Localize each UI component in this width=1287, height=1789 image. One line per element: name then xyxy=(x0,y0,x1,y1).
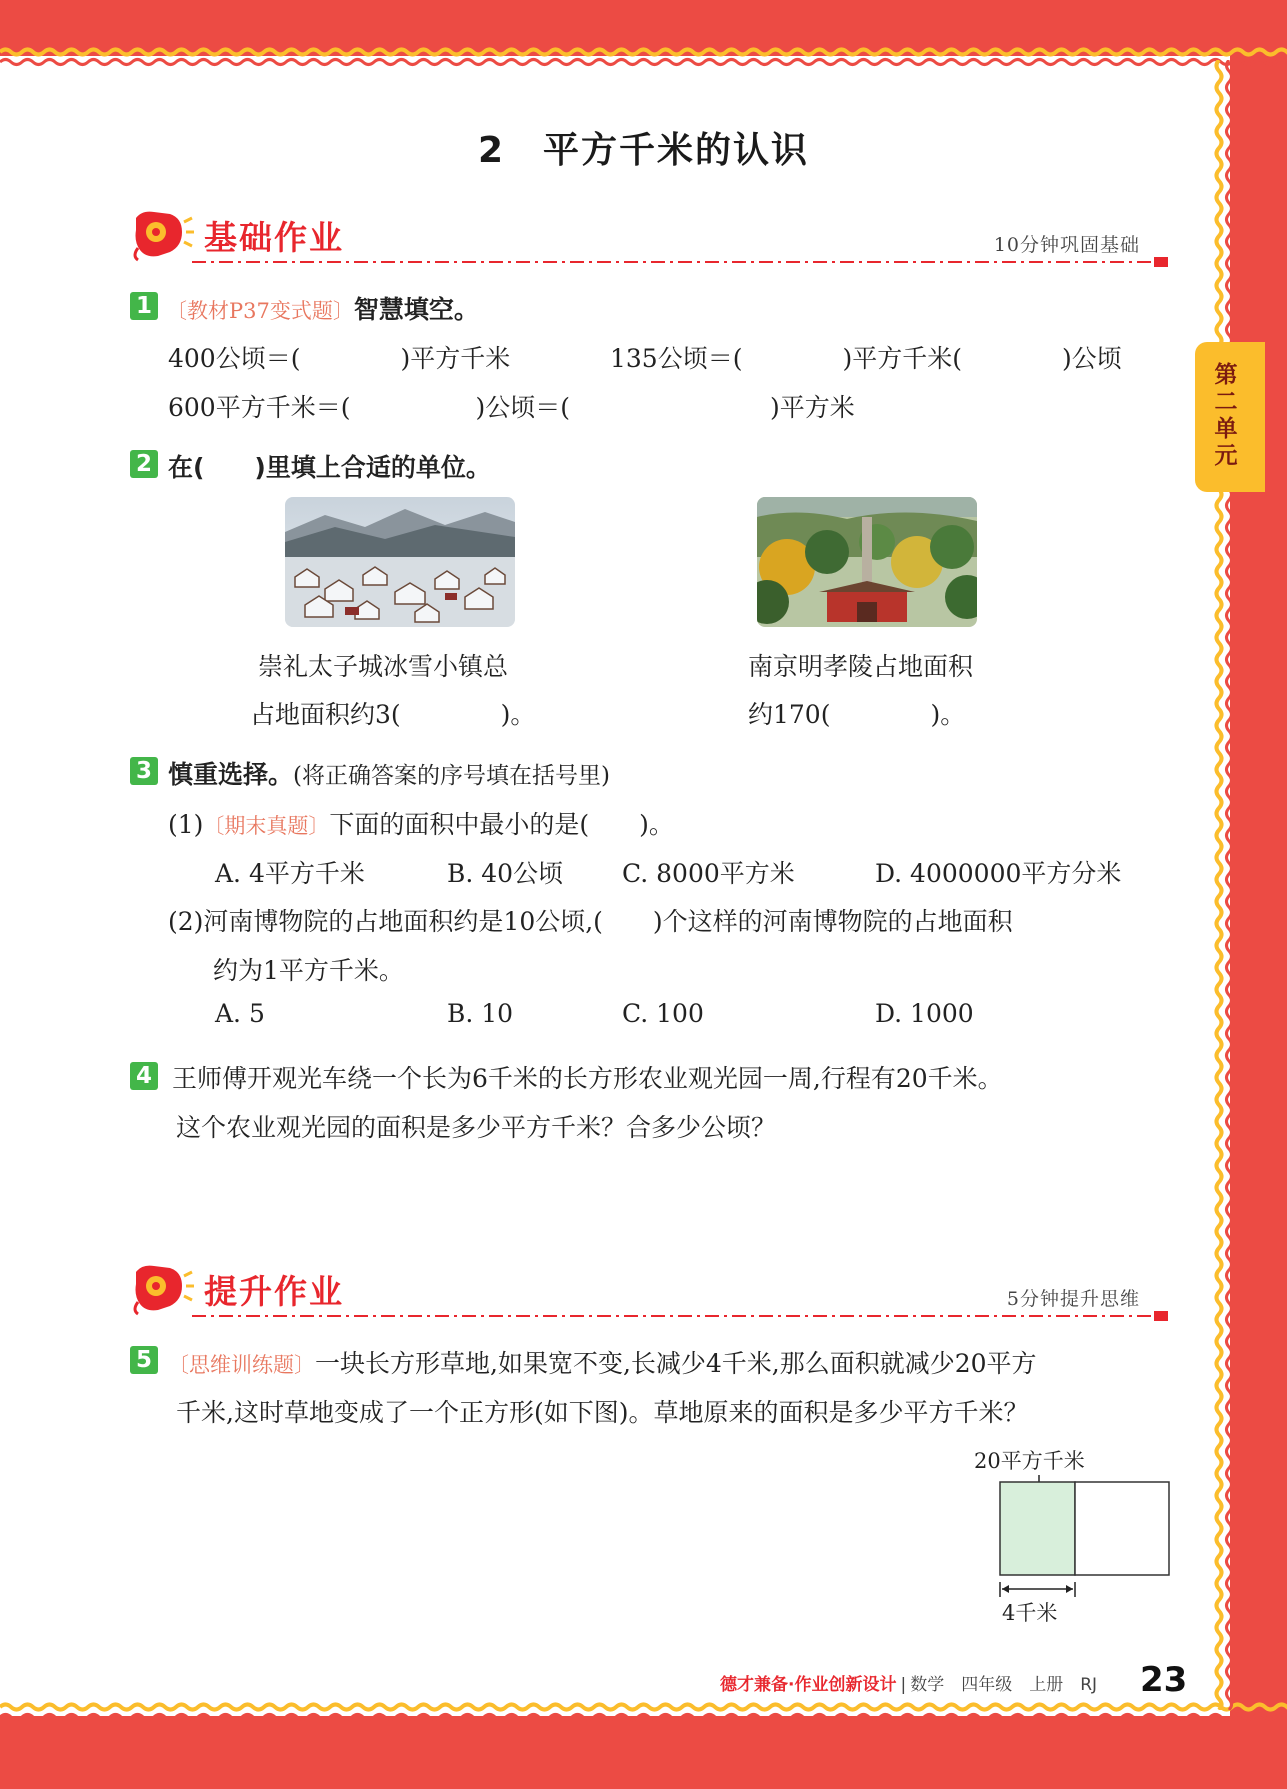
question-3-sub-2-line-1[interactable]: (2)河南博物院的占地面积约是10公顷,( )个这样的河南博物院的占地面积 xyxy=(168,907,1013,936)
question-1-line-1a[interactable]: 400公顷＝( )平方千米 xyxy=(168,344,511,373)
megaphone-icon xyxy=(130,208,194,262)
wavy-border-right xyxy=(1205,60,1245,1710)
question-3-sub-2-option-a[interactable]: A. 5 xyxy=(215,999,265,1028)
footer-info: 德才兼备·作业创新设计 | 数学 四年级 上册 RJ xyxy=(720,1675,1098,1695)
question-3-prompt xyxy=(168,755,610,791)
square xyxy=(1075,1482,1169,1575)
question-number-1: 1 xyxy=(130,292,158,320)
footer-brand: 德才兼备·作业创新设计 xyxy=(720,1675,897,1695)
question-2-right-line-1: 南京明孝陵占地面积 xyxy=(748,652,974,681)
basic-section-header xyxy=(130,208,1170,268)
basic-section-subtitle: 10分钟巩固基础 xyxy=(993,234,1140,256)
question-3-sub-1-num: (1) xyxy=(168,810,204,839)
megaphone-icon xyxy=(130,1262,194,1316)
question-5-text: 一块长方形草地,如果宽不变,长减少4千米,那么面积就减少20平方 xyxy=(315,1349,1037,1378)
diagram-shapes xyxy=(960,1445,1190,1635)
question-3-sub-1-tag: 〔期末真题〕 xyxy=(203,814,330,838)
advanced-section-header xyxy=(130,1262,1170,1322)
section-divider xyxy=(192,256,1170,268)
wavy-border-bottom xyxy=(0,1695,1287,1735)
question-3-sub-1-option-c[interactable]: C. 8000平方米 xyxy=(622,859,795,888)
question-4-answer-area[interactable] xyxy=(170,1150,1170,1230)
question-3-sub-1 xyxy=(168,805,674,841)
advanced-section-title: 提升作业 xyxy=(204,1272,344,1311)
question-2-left-line-1: 崇礼太子城冰雪小镇总 xyxy=(258,652,509,681)
question-number-4: 4 xyxy=(130,1062,158,1090)
question-5-tag: 〔思维训练题〕 xyxy=(168,1353,315,1377)
question-5-line-1 xyxy=(168,1344,1037,1380)
unit-side-tab xyxy=(1195,342,1265,492)
page-number: 23 xyxy=(1140,1660,1188,1700)
question-3-sub-1-text[interactable]: 下面的面积中最小的是( )。 xyxy=(329,810,674,839)
question-3-note: (将正确答案的序号填在括号里) xyxy=(293,763,610,789)
question-2-right-answer[interactable]: 约170( )。 xyxy=(748,700,966,729)
unit-side-tab-label: 第二单元 xyxy=(1214,362,1238,469)
question-1-line-2[interactable]: 600平方千米＝( )公顷＝( )平方米 xyxy=(168,393,855,422)
question-3-sub-1-option-d[interactable]: D. 4000000平方分米 xyxy=(875,859,1122,888)
question-3-sub-2-option-c[interactable]: C. 100 xyxy=(622,999,704,1028)
footer-subject: 数学 四年级 上册 RJ xyxy=(910,1675,1098,1695)
diagram-bottom-label: 4千米 xyxy=(1002,1601,1058,1625)
question-5-line-2: 千米,这时草地变成了一个正方形(如下图)。草地原来的面积是多少平方千米？ xyxy=(176,1398,1029,1427)
wavy-border-top xyxy=(0,40,1287,80)
question-number-5: 5 xyxy=(130,1346,158,1374)
question-1-line-1b[interactable]: 135公顷＝( )平方千米( )公顷 xyxy=(610,344,1122,373)
question-3-text: 慎重选择。 xyxy=(168,760,294,789)
question-3-sub-2-option-b[interactable]: B. 10 xyxy=(447,999,514,1028)
question-3-sub-2-option-d[interactable]: D. 1000 xyxy=(875,999,974,1028)
question-2-prompt: 在( )里填上合适的单位。 xyxy=(168,453,491,482)
question-1-tag: 〔教材P37变式题〕 xyxy=(166,299,354,323)
snow-town-photo xyxy=(285,497,515,627)
question-3-sub-1-option-b[interactable]: B. 40公顷 xyxy=(447,859,564,888)
question-3-sub-2-line-2: 约为1平方千米。 xyxy=(213,956,404,985)
question-3-sub-1-option-a[interactable]: A. 4平方千米 xyxy=(215,859,365,888)
page-title: 2 平方千米的认识 xyxy=(477,130,810,171)
question-2-left-answer[interactable]: 占地面积约3( )。 xyxy=(250,700,536,729)
section-divider xyxy=(192,1310,1170,1322)
basic-section-title: 基础作业 xyxy=(204,218,344,257)
shaded-rectangle xyxy=(1000,1482,1075,1575)
ming-tomb-photo xyxy=(757,497,977,627)
diagram-top-label: 20平方千米 xyxy=(974,1449,1085,1473)
question-4-line-1: 王师傅开观光车绕一个长为6千米的长方形农业观光园一周,行程有20千米。 xyxy=(172,1064,1003,1093)
question-1-text: 智慧填空。 xyxy=(353,295,479,324)
advanced-section-subtitle: 5分钟提升思维 xyxy=(1006,1288,1140,1310)
question-1-prompt xyxy=(166,290,479,326)
question-4-line-2: 这个农业观光园的面积是多少平方千米？合多少公顷？ xyxy=(176,1113,777,1142)
question-number-2: 2 xyxy=(130,450,158,478)
question-number-3: 3 xyxy=(130,757,158,785)
question-5-diagram xyxy=(960,1445,1190,1635)
